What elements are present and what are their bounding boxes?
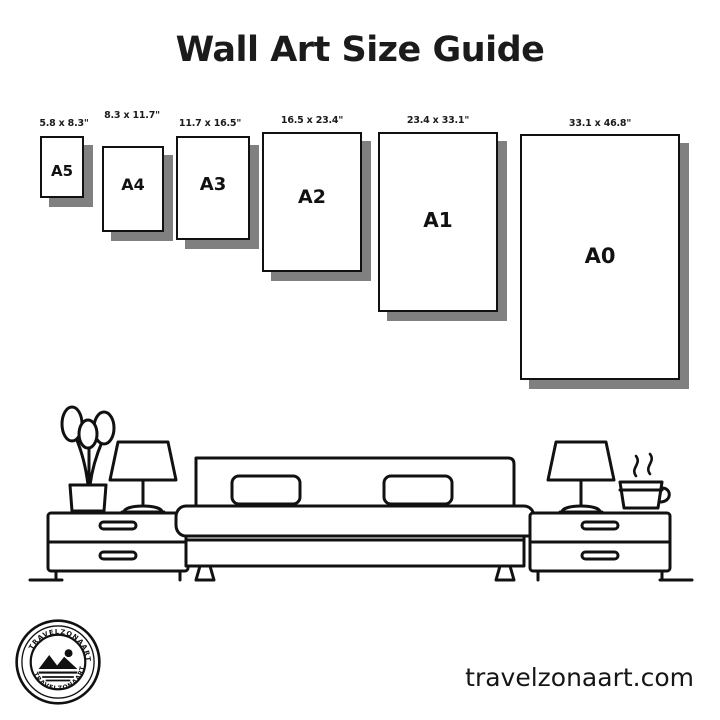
frame-a2-name: A2 xyxy=(298,186,326,208)
bedroom-scene-illustration xyxy=(0,380,720,610)
left-nightstand xyxy=(48,513,188,580)
logo-text-top: TRAVELZONAART xyxy=(27,627,93,663)
frame-a1-box[interactable] xyxy=(378,132,498,312)
frame-a1-dimension-label: 23.4 x 33.1" xyxy=(406,115,470,126)
logo-text-bottom: TRAVELZONAART xyxy=(31,664,87,693)
logo-mountain-icon xyxy=(39,649,78,680)
frame-a3-box[interactable] xyxy=(176,136,250,240)
frame-a0-dimension-label: 33.1 x 46.8" xyxy=(568,118,632,129)
svg-text:TRAVELZONAART xyxy=(32,665,87,692)
frame-a5-name: A5 xyxy=(50,162,74,180)
brand-logo[interactable] xyxy=(14,618,102,706)
right-table-lamp xyxy=(548,442,614,512)
frame-a0-box[interactable] xyxy=(520,134,680,380)
frame-a4-box[interactable] xyxy=(102,146,164,232)
frame-a5-dimension-label: 5.8 x 8.3" xyxy=(39,118,89,129)
frame-a3-name: A3 xyxy=(199,174,227,195)
vase-with-flowers xyxy=(62,407,114,511)
frame-a0-name: A0 xyxy=(584,244,616,268)
right-nightstand xyxy=(530,513,670,580)
frame-a5-box[interactable] xyxy=(40,136,84,198)
site-url[interactable]: travelzonaart.com xyxy=(465,663,694,692)
frame-a2-dimension-label: 16.5 x 23.4" xyxy=(280,115,344,126)
frame-a3-dimension-label: 11.7 x 16.5" xyxy=(178,118,242,129)
frame-a2-box[interactable] xyxy=(262,132,362,272)
frame-a1-name: A1 xyxy=(423,208,453,232)
page-title: Wall Art Size Guide xyxy=(175,30,545,70)
frame-a4-dimension-label: 8.3 x 11.7" xyxy=(104,110,160,121)
frame-a4-name: A4 xyxy=(121,175,145,194)
left-table-lamp xyxy=(110,442,176,512)
bed-with-headboard-and-pillows xyxy=(176,458,534,580)
coffee-cup xyxy=(620,454,669,508)
